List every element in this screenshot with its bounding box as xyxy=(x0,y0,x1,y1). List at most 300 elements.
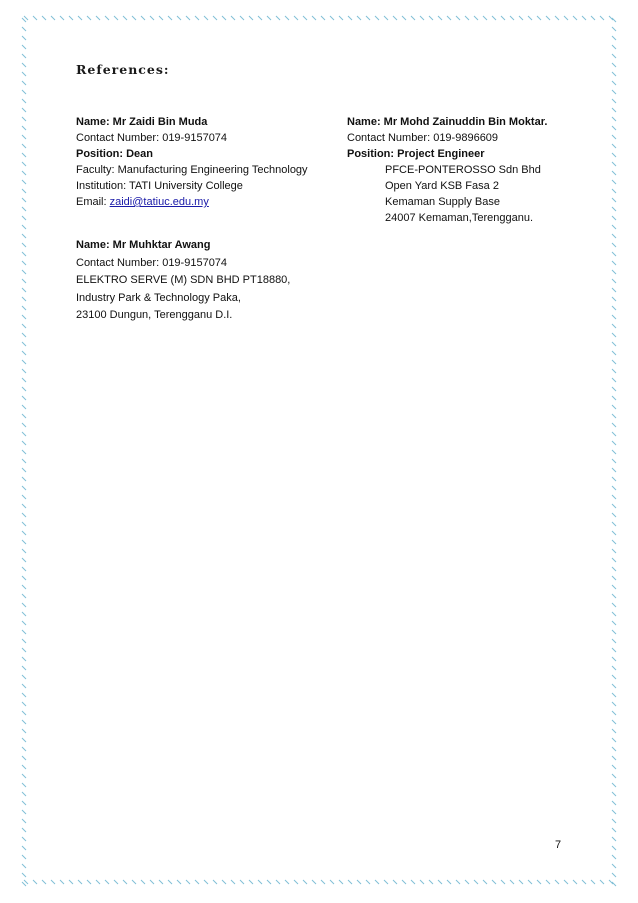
border-tick xyxy=(22,675,26,679)
border-tick xyxy=(22,810,26,814)
border-tick xyxy=(22,162,26,166)
border-tick xyxy=(240,16,244,20)
border-tick xyxy=(285,880,289,884)
border-tick xyxy=(51,16,55,20)
border-tick xyxy=(537,16,541,20)
border-tick xyxy=(22,765,26,769)
border-tick xyxy=(573,880,577,884)
border-tick xyxy=(321,16,325,20)
border-tick xyxy=(195,16,199,20)
border-tick xyxy=(612,531,616,535)
border-tick xyxy=(22,729,26,733)
border-tick xyxy=(612,405,616,409)
border-tick xyxy=(612,99,616,103)
border-tick xyxy=(22,414,26,418)
border-tick xyxy=(42,880,46,884)
reference-faculty: Faculty: Manufacturing Engineering Technology xyxy=(76,164,308,176)
border-tick xyxy=(612,189,616,193)
border-tick xyxy=(60,880,64,884)
border-tick xyxy=(22,594,26,598)
border-tick xyxy=(366,880,370,884)
border-tick xyxy=(33,880,37,884)
border-tick xyxy=(22,126,26,130)
reference-1 xyxy=(76,114,308,210)
border-tick xyxy=(294,880,298,884)
border-tick xyxy=(114,16,118,20)
border-tick xyxy=(612,549,616,553)
border-tick xyxy=(612,819,616,823)
border-tick xyxy=(22,666,26,670)
border-tick xyxy=(612,846,616,850)
border-tick xyxy=(612,765,616,769)
border-tick xyxy=(132,880,136,884)
border-tick xyxy=(22,828,26,832)
border-tick xyxy=(22,81,26,85)
border-tick xyxy=(213,880,217,884)
border-tick xyxy=(612,468,616,472)
border-tick xyxy=(612,693,616,697)
reference-position: Position: Project Engineer xyxy=(347,148,485,160)
border-tick xyxy=(22,387,26,391)
border-tick xyxy=(612,72,616,76)
border-tick xyxy=(240,880,244,884)
border-tick xyxy=(612,36,616,40)
border-tick xyxy=(612,810,616,814)
border-tick xyxy=(177,880,181,884)
border-tick xyxy=(612,126,616,130)
border-tick xyxy=(22,117,26,121)
address-line: Industry Park & Technology Paka, xyxy=(76,291,241,304)
border-tick xyxy=(612,639,616,643)
page-title: References: xyxy=(76,62,170,77)
border-tick xyxy=(465,880,469,884)
border-tick xyxy=(51,880,55,884)
border-tick xyxy=(447,880,451,884)
border-tick xyxy=(612,837,616,841)
border-tick xyxy=(22,864,26,868)
border-tick xyxy=(612,747,616,751)
border-tick xyxy=(60,16,64,20)
border-tick xyxy=(483,880,487,884)
border-tick xyxy=(546,880,550,884)
border-tick xyxy=(612,486,616,490)
border-tick xyxy=(612,324,616,328)
border-tick xyxy=(612,63,616,67)
border-tick xyxy=(612,495,616,499)
reference-contact: Contact Number: 019-9157074 xyxy=(76,132,228,144)
border-tick xyxy=(612,90,616,94)
border-tick xyxy=(22,801,26,805)
border-tick xyxy=(22,216,26,220)
reference-email-line xyxy=(76,194,308,210)
border-tick xyxy=(411,16,415,20)
border-tick xyxy=(612,801,616,805)
border-tick xyxy=(537,880,541,884)
border-tick xyxy=(612,108,616,112)
border-tick xyxy=(22,747,26,751)
border-tick xyxy=(555,16,559,20)
border-tick xyxy=(492,880,496,884)
border-tick xyxy=(114,880,118,884)
page-number: 7 xyxy=(555,839,562,851)
border-tick xyxy=(612,477,616,481)
border-tick xyxy=(546,16,550,20)
border-tick xyxy=(22,837,26,841)
border-tick xyxy=(22,720,26,724)
border-tick xyxy=(591,880,595,884)
border-tick xyxy=(519,880,523,884)
border-tick xyxy=(22,189,26,193)
border-tick xyxy=(456,16,460,20)
border-tick xyxy=(420,880,424,884)
address-line: Open Yard KSB Fasa 2 xyxy=(385,180,499,192)
border-tick xyxy=(330,16,334,20)
border-tick xyxy=(258,880,262,884)
border-tick xyxy=(612,171,616,175)
border-tick xyxy=(612,432,616,436)
border-tick xyxy=(186,16,190,20)
border-tick xyxy=(22,378,26,382)
border-tick xyxy=(612,270,616,274)
border-tick xyxy=(22,468,26,472)
border-tick xyxy=(612,207,616,211)
border-tick xyxy=(612,342,616,346)
border-tick xyxy=(22,342,26,346)
border-tick xyxy=(612,576,616,580)
reference-name: Name: Mr Mohd Zainuddin Bin Moktar. xyxy=(347,116,548,128)
border-tick xyxy=(105,16,109,20)
border-tick xyxy=(96,880,100,884)
border-tick xyxy=(612,621,616,625)
border-tick xyxy=(612,459,616,463)
border-tick xyxy=(22,18,26,22)
address-line: Kemaman Supply Base xyxy=(385,196,500,208)
reference-contact: Contact Number: 019-9157074 xyxy=(76,256,228,269)
border-tick xyxy=(177,16,181,20)
border-tick xyxy=(510,16,514,20)
border-tick xyxy=(24,16,28,20)
border-tick xyxy=(348,16,352,20)
border-tick xyxy=(267,16,271,20)
border-tick xyxy=(22,54,26,58)
border-tick xyxy=(22,153,26,157)
border-tick xyxy=(22,351,26,355)
border-tick xyxy=(528,880,532,884)
border-tick xyxy=(22,873,26,877)
border-tick xyxy=(465,16,469,20)
border-tick xyxy=(447,16,451,20)
border-tick xyxy=(22,252,26,256)
border-tick xyxy=(357,880,361,884)
border-tick xyxy=(78,16,82,20)
border-tick xyxy=(285,16,289,20)
border-tick xyxy=(22,369,26,373)
border-tick xyxy=(22,297,26,301)
border-tick xyxy=(600,16,604,20)
border-tick xyxy=(393,880,397,884)
border-tick xyxy=(612,585,616,589)
reference-position: Position: Dean xyxy=(76,148,154,160)
border-tick xyxy=(22,603,26,607)
border-tick xyxy=(22,477,26,481)
border-tick xyxy=(78,880,82,884)
border-tick xyxy=(402,16,406,20)
border-tick xyxy=(22,531,26,535)
border-tick xyxy=(22,405,26,409)
border-tick xyxy=(438,880,442,884)
border-tick xyxy=(612,198,616,202)
border-tick xyxy=(612,792,616,796)
border-tick xyxy=(213,16,217,20)
border-tick xyxy=(22,441,26,445)
border-tick xyxy=(22,90,26,94)
border-tick xyxy=(474,880,478,884)
border-tick xyxy=(249,16,253,20)
border-tick xyxy=(612,612,616,616)
border-tick xyxy=(168,880,172,884)
border-tick xyxy=(141,880,145,884)
border-tick xyxy=(22,495,26,499)
border-tick xyxy=(105,880,109,884)
border-tick xyxy=(612,333,616,337)
address-line: 23100 Dungun, Terengganu D.I. xyxy=(76,309,233,321)
border-tick xyxy=(612,540,616,544)
border-tick xyxy=(612,27,616,31)
border-tick xyxy=(612,288,616,292)
border-tick xyxy=(612,162,616,166)
border-tick xyxy=(612,630,616,634)
border-tick xyxy=(123,16,127,20)
border-tick xyxy=(612,279,616,283)
border-tick xyxy=(612,153,616,157)
border-tick xyxy=(22,315,26,319)
border-tick xyxy=(258,16,262,20)
border-tick xyxy=(612,369,616,373)
border-tick xyxy=(612,720,616,724)
border-tick xyxy=(612,567,616,571)
border-tick xyxy=(312,880,316,884)
border-tick xyxy=(384,880,388,884)
border-tick xyxy=(22,225,26,229)
border-tick xyxy=(222,880,226,884)
border-tick xyxy=(22,459,26,463)
border-tick xyxy=(582,880,586,884)
border-tick xyxy=(612,729,616,733)
border-tick xyxy=(612,81,616,85)
border-tick xyxy=(22,108,26,112)
border-tick xyxy=(519,16,523,20)
border-tick xyxy=(612,225,616,229)
border-tick xyxy=(612,252,616,256)
border-tick xyxy=(22,234,26,238)
border-tick xyxy=(159,16,163,20)
border-tick xyxy=(22,639,26,643)
border-tick xyxy=(312,16,316,20)
border-tick xyxy=(612,315,616,319)
border-tick xyxy=(429,880,433,884)
border-tick xyxy=(69,16,73,20)
border-tick xyxy=(22,180,26,184)
reference-name: Name: Mr Zaidi Bin Muda xyxy=(76,116,208,128)
border-tick xyxy=(168,16,172,20)
border-tick xyxy=(303,880,307,884)
border-tick xyxy=(33,16,37,20)
border-tick xyxy=(22,657,26,661)
border-tick xyxy=(612,423,616,427)
border-tick xyxy=(501,880,505,884)
border-tick xyxy=(204,880,208,884)
border-tick xyxy=(612,513,616,517)
reference-2 xyxy=(347,114,547,226)
border-tick xyxy=(222,16,226,20)
border-tick xyxy=(393,16,397,20)
border-tick xyxy=(612,144,616,148)
border-tick xyxy=(22,504,26,508)
border-tick xyxy=(366,16,370,20)
address-line: PFCE-PONTEROSSO Sdn Bhd xyxy=(385,164,541,176)
border-tick xyxy=(22,693,26,697)
border-tick xyxy=(600,880,604,884)
border-tick xyxy=(612,657,616,661)
border-tick xyxy=(22,243,26,247)
address-line: ELEKTRO SERVE (M) SDN BHD PT18880, xyxy=(76,274,291,286)
border-tick xyxy=(123,880,127,884)
border-tick xyxy=(612,864,616,868)
border-tick xyxy=(612,594,616,598)
border-tick xyxy=(483,16,487,20)
border-tick xyxy=(612,675,616,679)
border-tick xyxy=(96,16,100,20)
border-tick xyxy=(22,522,26,526)
border-tick xyxy=(22,567,26,571)
border-tick xyxy=(510,880,514,884)
border-tick xyxy=(22,774,26,778)
border-tick xyxy=(132,16,136,20)
border-tick xyxy=(22,513,26,517)
border-tick xyxy=(612,873,616,877)
border-tick xyxy=(87,880,91,884)
border-tick xyxy=(249,880,253,884)
border-tick xyxy=(22,612,26,616)
border-tick xyxy=(612,756,616,760)
border-tick xyxy=(150,16,154,20)
border-tick xyxy=(22,576,26,580)
border-tick xyxy=(612,243,616,247)
border-tick xyxy=(612,666,616,670)
border-tick xyxy=(22,198,26,202)
border-tick xyxy=(22,792,26,796)
border-tick xyxy=(582,16,586,20)
border-tick xyxy=(22,306,26,310)
border-tick xyxy=(612,45,616,49)
border-tick xyxy=(612,360,616,364)
border-tick xyxy=(474,16,478,20)
reference-contact: Contact Number: 019-9896609 xyxy=(347,132,499,144)
border-tick xyxy=(612,216,616,220)
border-tick xyxy=(339,16,343,20)
border-tick xyxy=(438,16,442,20)
border-tick xyxy=(204,16,208,20)
border-tick xyxy=(22,27,26,31)
border-tick xyxy=(141,16,145,20)
border-tick xyxy=(612,378,616,382)
border-tick xyxy=(612,180,616,184)
border-tick xyxy=(612,441,616,445)
border-tick xyxy=(303,16,307,20)
border-tick xyxy=(22,171,26,175)
border-tick xyxy=(87,16,91,20)
border-tick xyxy=(22,882,26,886)
border-tick xyxy=(612,261,616,265)
border-tick xyxy=(42,16,46,20)
border-tick xyxy=(159,880,163,884)
border-tick xyxy=(22,756,26,760)
border-tick xyxy=(150,880,154,884)
border-tick xyxy=(22,855,26,859)
border-tick xyxy=(22,585,26,589)
border-tick xyxy=(22,432,26,436)
border-tick xyxy=(612,684,616,688)
border-tick xyxy=(22,738,26,742)
border-tick xyxy=(22,72,26,76)
border-tick xyxy=(22,99,26,103)
border-tick xyxy=(22,684,26,688)
border-tick xyxy=(22,288,26,292)
border-tick xyxy=(573,16,577,20)
email-link[interactable]: zaidi@tatiuc.edu.my xyxy=(109,196,209,208)
border-tick xyxy=(22,360,26,364)
border-tick xyxy=(348,880,352,884)
border-tick xyxy=(612,54,616,58)
border-tick xyxy=(612,504,616,508)
border-tick xyxy=(22,819,26,823)
border-tick xyxy=(357,16,361,20)
border-tick xyxy=(22,36,26,40)
border-tick xyxy=(22,261,26,265)
border-tick xyxy=(411,880,415,884)
border-tick xyxy=(22,558,26,562)
border-tick xyxy=(22,486,26,490)
border-tick xyxy=(276,16,280,20)
border-tick xyxy=(612,711,616,715)
border-tick xyxy=(267,880,271,884)
border-tick xyxy=(22,45,26,49)
border-tick xyxy=(612,783,616,787)
border-tick xyxy=(564,880,568,884)
border-tick xyxy=(69,880,73,884)
border-tick xyxy=(612,414,616,418)
border-tick xyxy=(612,648,616,652)
border-tick xyxy=(276,880,280,884)
border-tick xyxy=(22,630,26,634)
border-tick xyxy=(591,16,595,20)
border-tick xyxy=(375,880,379,884)
border-tick xyxy=(612,306,616,310)
reference-name: Name: Mr Muhktar Awang xyxy=(76,239,211,251)
border-tick xyxy=(22,702,26,706)
reference-3 xyxy=(76,237,290,325)
border-tick xyxy=(429,16,433,20)
border-tick xyxy=(501,16,505,20)
border-tick xyxy=(22,63,26,67)
border-tick xyxy=(22,396,26,400)
border-tick xyxy=(22,621,26,625)
border-tick xyxy=(612,396,616,400)
border-tick xyxy=(24,880,28,884)
border-tick xyxy=(612,603,616,607)
border-tick xyxy=(612,234,616,238)
border-tick xyxy=(612,351,616,355)
